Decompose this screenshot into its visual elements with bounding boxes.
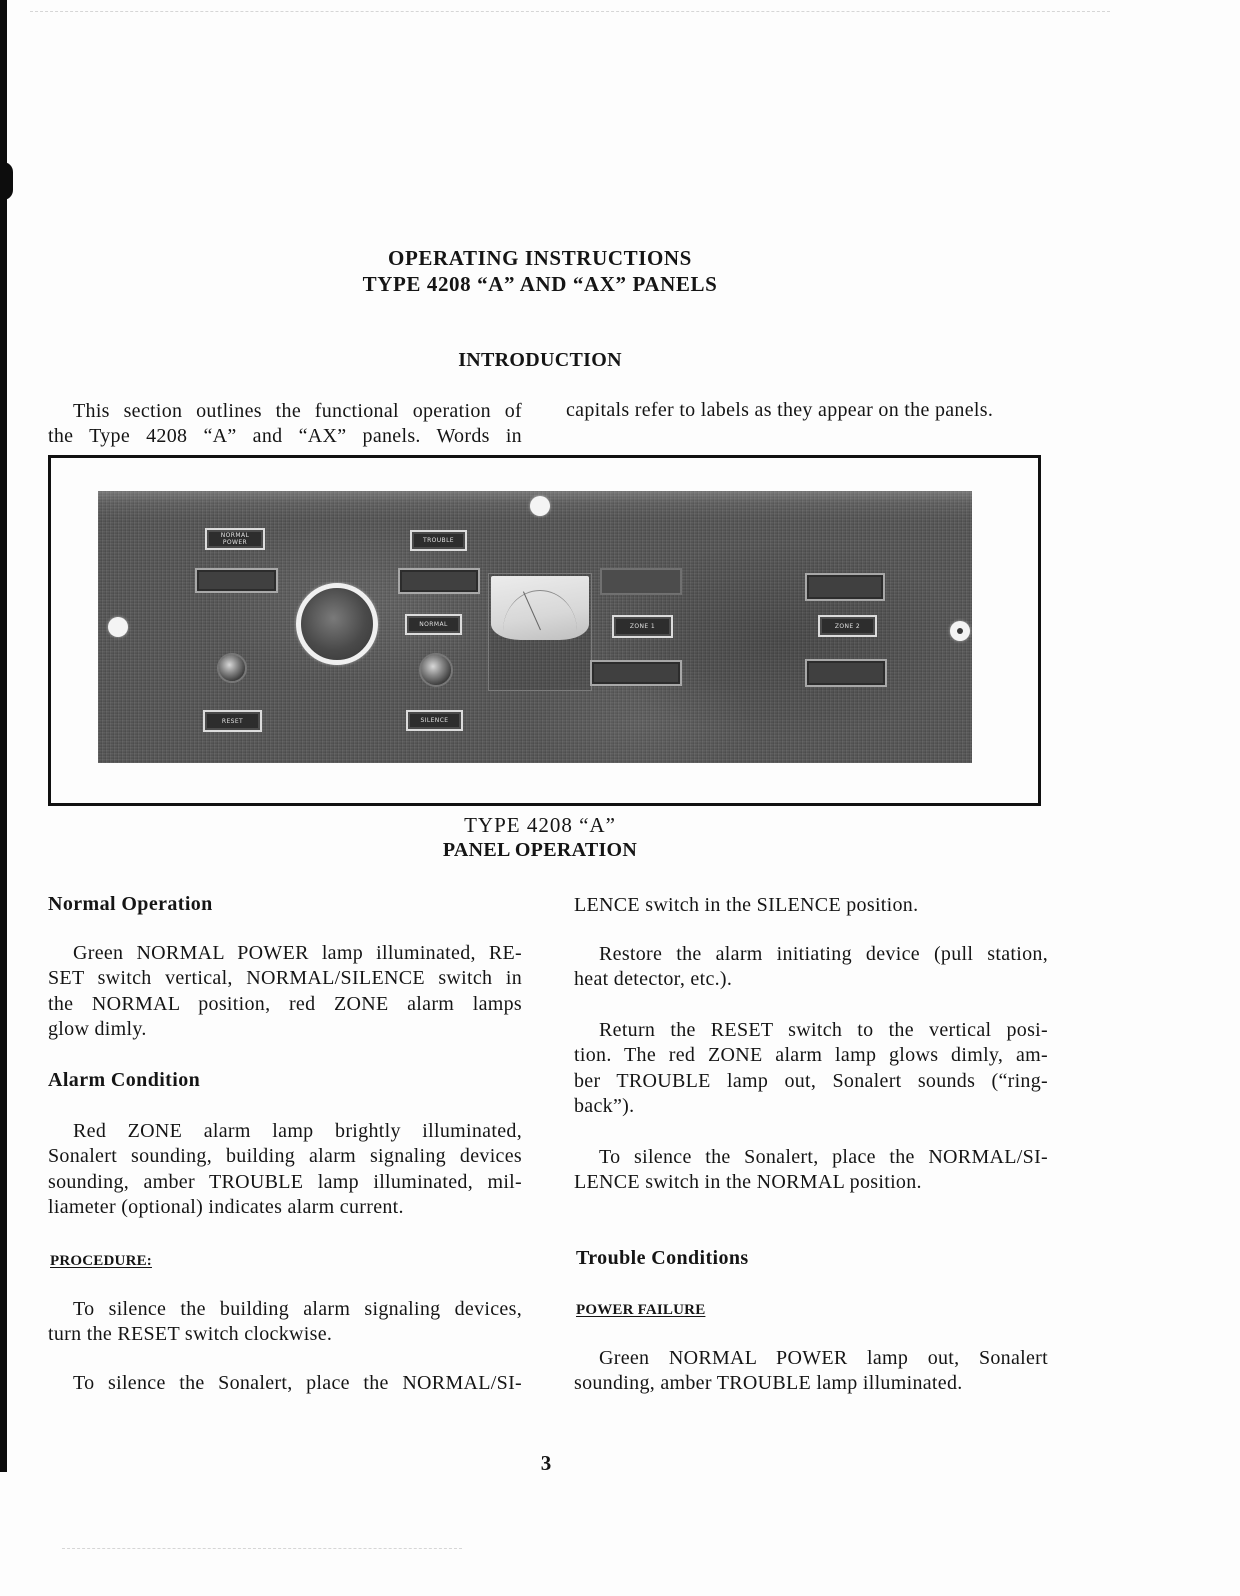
zone-2-lower-window (805, 659, 887, 687)
paragraph-silence-sonalert-normal (574, 1145, 1048, 1196)
mounting-screw-top (530, 496, 550, 516)
paragraph-restore-device (574, 942, 1048, 993)
text-line: SET switch vertical, NORMAL/SILENCE switch in (48, 967, 522, 990)
text-line: Restore the alarm initiating device (pull station, (599, 943, 1048, 965)
normal-power-lamp-window (195, 568, 278, 593)
heading-normal-operation: Normal Operation (48, 893, 213, 915)
text-line: tion. The red ZONE alarm lamp glows dimly, am- (574, 1044, 1048, 1067)
zone-2-label-plate (818, 615, 877, 637)
paragraph-silence-sonalert (48, 1371, 522, 1396)
mounting-screw-left (108, 617, 128, 637)
figure-caption (40, 813, 1040, 863)
scan-artifact-bottom (62, 1548, 462, 1549)
page-number: 3 (540, 1451, 552, 1475)
zone-2-label-text: ZONE 2 (834, 622, 861, 630)
title-line-2: TYPE 4208 “A” AND “AX” PANELS (362, 272, 718, 296)
text-line: LENCE switch in the SILENCE position. (574, 894, 919, 916)
normal-power-label-text: NORMAL POWER (220, 532, 250, 546)
zone-1-label-plate (612, 615, 673, 638)
heading-alarm-condition: Alarm Condition (48, 1069, 201, 1091)
caption-line-2: PANEL OPERATION (442, 839, 638, 861)
paragraph-power-failure (574, 1346, 1048, 1397)
paragraph-silence-devices (48, 1297, 522, 1348)
mounting-screw-right (950, 621, 970, 641)
reset-label-plate (203, 710, 262, 732)
paragraph-silence-sonalert-continued (574, 893, 1048, 918)
reset-label-text: RESET (221, 717, 244, 725)
text-line: This section outlines the functional operation of (73, 400, 522, 422)
text-line: Green NORMAL POWER lamp illuminated, RE- (73, 942, 522, 964)
document-title (40, 245, 1040, 297)
normal-silence-switch-knob (419, 653, 453, 687)
zone-1-label-text: ZONE 1 (629, 623, 656, 630)
text-line: capitals refer to labels as they appear on the panels. (566, 399, 994, 421)
intro-text-right (566, 398, 1040, 423)
text-line: liameter (optional) indicates alarm current. (48, 1196, 404, 1219)
intro-text-left (48, 399, 522, 450)
silence-label-plate (406, 710, 463, 731)
text-line: the NORMAL position, red ZONE alarm lamps (48, 992, 522, 1015)
heading-trouble-conditions: Trouble Conditions (576, 1247, 749, 1269)
text-line: the Type 4208 “A” and “AX” panels. Words in (48, 425, 522, 448)
trouble-label-plate (410, 530, 467, 551)
text-line: To silence the Sonalert, place the NORMAL/SI- (73, 1372, 522, 1394)
text-line: Red ZONE alarm lamp brightly illuminated, (73, 1120, 522, 1142)
panel-photo (98, 491, 972, 763)
caption-line-1: TYPE 4208 “A” (464, 813, 616, 837)
text-line: heat detector, etc.). (574, 968, 733, 991)
silence-label-text: SILENCE (420, 717, 449, 724)
zone-2-upper-window (805, 573, 885, 601)
paragraph-normal-operation (48, 941, 522, 1043)
text-line: Return the RESET switch to the vertical posi- (599, 1019, 1048, 1041)
zone-1-upper-window (600, 568, 682, 595)
scan-artifact-top (30, 11, 1110, 12)
scan-edge-bar (0, 0, 7, 1472)
text-line: sounding, amber TROUBLE lamp illuminated. (574, 1372, 963, 1395)
text-line: glow dimly. (48, 1018, 147, 1041)
zone-1-lower-window (590, 660, 682, 686)
title-line-1: OPERATING INSTRUCTIONS (388, 246, 692, 270)
paragraph-alarm-condition (48, 1119, 522, 1221)
scan-edge-mark (0, 162, 13, 200)
text-line: Green NORMAL POWER lamp out, Sonalert (599, 1347, 1048, 1369)
normal-label-plate (405, 614, 462, 635)
normal-label-text: NORMAL (419, 621, 448, 628)
text-line: Sonalert sounding, building alarm signaling devices (48, 1145, 522, 1168)
trouble-lamp-window (398, 568, 480, 594)
round-lamp-lens (296, 583, 378, 665)
text-line: back”). (574, 1095, 635, 1118)
normal-power-label-plate (205, 528, 265, 550)
procedure-label: PROCEDURE: (50, 1253, 152, 1269)
text-line: LENCE switch in the NORMAL position. (574, 1171, 922, 1194)
text-line: To silence the Sonalert, place the NORMAL/SI- (599, 1146, 1048, 1168)
power-failure-label: POWER FAILURE (576, 1302, 706, 1318)
milliammeter-face (491, 576, 589, 640)
paragraph-return-reset (574, 1018, 1048, 1120)
milliammeter-scale (503, 590, 577, 631)
text-line: ber TROUBLE lamp out, Sonalert sounds (“ring- (574, 1069, 1048, 1092)
text-line: turn the RESET switch clockwise. (48, 1323, 333, 1346)
reset-switch-knob (217, 653, 247, 683)
text-line: To silence the building alarm signaling devices, (73, 1298, 522, 1320)
trouble-label-text: TROUBLE (423, 537, 454, 544)
section-heading-introduction: INTRODUCTION (458, 349, 622, 371)
text-line: sounding, amber TROUBLE lamp illuminated, mil- (48, 1170, 522, 1193)
